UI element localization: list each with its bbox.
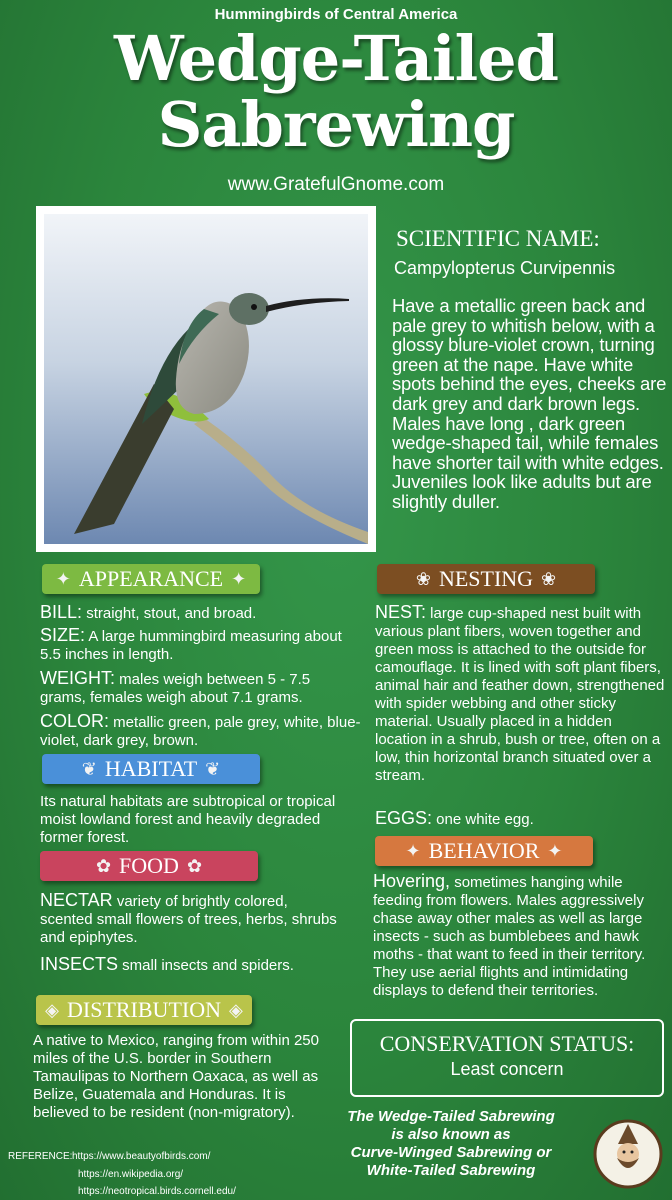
scientific-name-label: SCIENTIFIC NAME:: [396, 226, 600, 251]
aka-line-1: The Wedge-Tailed Sabrewing: [347, 1108, 555, 1125]
map-icon: ◈: [45, 999, 59, 1020]
hummingbird-icon: ✦: [405, 840, 421, 861]
appearance-banner: [42, 564, 260, 594]
color-info: [40, 712, 365, 750]
behavior-title: BEHAVIOR: [428, 838, 540, 863]
behavior-body: sometimes hanging while feeding from flowers. Males aggressively chase away other males as well as large insects - such as bumblebees and hawk moths - that want to feed in their territory. They use aerial flights and intimidating displays to defend their territories.: [373, 874, 646, 999]
eggs-text: one white egg.: [432, 811, 534, 828]
weight-info: [40, 669, 360, 707]
insects-text: small insects and spiders.: [118, 957, 294, 974]
color-text: metallic green, pale grey, white, blue-violet, dark grey, brown.: [40, 714, 361, 749]
map-icon: ◈: [229, 999, 243, 1020]
appearance-title: APPEARANCE: [78, 566, 224, 591]
series-subtitle: Hummingbirds of Central America: [214, 6, 458, 23]
title-line-1: Wedge-Tailed: [114, 22, 558, 95]
size-text: A large hummingbird measuring about 5.5 inches in length.: [40, 628, 342, 663]
bird-photo-frame: [36, 206, 376, 552]
aka-line-3: Curve-Winged Sabrewing or: [350, 1144, 552, 1161]
distribution-banner: [36, 995, 252, 1025]
food-banner: [40, 851, 258, 881]
behavior-lead: Hovering,: [373, 871, 451, 891]
hummingbird-icon: ✦: [547, 840, 563, 861]
color-label: COLOR:: [40, 711, 110, 731]
reference-link[interactable]: https://www.beautyofbirds.com/: [72, 1151, 211, 1162]
size-info: [40, 626, 360, 664]
bill-label: BILL:: [40, 602, 83, 622]
description-text: Have a metallic green back and pale grey to whitish below, with a glossy blure-violet crown, turning green at the nape. Have white spots behind the eyes, cheeks are dark grey and dark brown legs. Males have long , dark green wedge-shaped tail, while females have shorter tail with white edges. Juveniles look like adults but are slightly duller.: [392, 295, 667, 512]
conservation-value: Least concern: [450, 1059, 564, 1079]
bill-text: straight, stout, and broad.: [82, 605, 257, 622]
nectar-label: NECTAR: [40, 890, 113, 910]
insects-label: INSECTS: [40, 954, 119, 974]
hummingbird-icon: ✦: [231, 568, 247, 589]
tree-icon: ❦: [205, 758, 221, 779]
page-title: [0, 22, 672, 161]
nectar-text: variety of brightly colored, scented small flowers of trees, herbs, shrubs and epiphytes.: [40, 893, 337, 946]
nesting-banner: [377, 564, 595, 594]
weight-label: WEIGHT:: [40, 668, 115, 688]
eggs-label: EGGS:: [375, 808, 433, 828]
weight-text: males weigh between 5 - 7.5 grams, females weigh about 7.1 grams.: [40, 671, 311, 706]
nest-text: large cup-shaped nest built with various plant fibers, woven together and green moss is attached to the outside for camouflage. It is lined with soft plant fibers, animal hair and feather down, strengthened with spider webbing and other sticky material. Usually placed in a hidden location in a shrub, bush or tree, often on a low, thin horizontal branch situated over a stream.: [375, 605, 665, 784]
food-title: FOOD: [119, 853, 179, 878]
behavior-banner: [375, 836, 593, 866]
size-label: SIZE:: [40, 625, 86, 645]
tree-icon: ❦: [81, 758, 97, 779]
habitat-text: Its natural habitats are subtropical or tropical moist lowland forest and heavily degraded former forest.: [40, 793, 336, 846]
website-link[interactable]: www.GratefulGnome.com: [227, 174, 445, 195]
aka-line-4: White-Tailed Sabrewing: [366, 1162, 536, 1179]
habitat-title: HABITAT: [104, 756, 198, 781]
aka-line-2: is also known as: [391, 1126, 511, 1143]
conservation-status-box: [350, 1019, 664, 1097]
title-line-2: Sabrewing: [157, 88, 515, 161]
also-known-as: [308, 1108, 594, 1180]
insects-info: [40, 955, 340, 975]
scientific-name: Campylopterus Curvipennis: [394, 258, 616, 278]
bird-photo: [44, 214, 368, 544]
conservation-label: CONSERVATION STATUS:: [379, 1031, 635, 1056]
nectar-info: [40, 891, 340, 947]
nest-rose-icon: ❀: [541, 568, 557, 589]
hummingbird-icon: ✦: [55, 568, 71, 589]
distribution-title: DISTRIBUTION: [67, 997, 221, 1022]
distribution-text: A native to Mexico, ranging from within 250 miles of the U.S. border in Southern Tamaulipas to Northern Oaxaca, as well as Belize, Guatemala and Honduras. It is believed to be resident (non-migratory).: [33, 1032, 319, 1121]
nest-rose-icon: ❀: [415, 568, 431, 589]
nest-info: [375, 603, 665, 785]
flower-icon: ✿: [186, 855, 203, 876]
habitat-banner: [42, 754, 260, 784]
reference-link[interactable]: https://en.wikipedia.org/: [78, 1169, 184, 1180]
bill-info: [40, 603, 360, 623]
flower-icon: ✿: [95, 855, 112, 876]
reference-label: REFERENCE:: [8, 1151, 73, 1162]
grateful-gnome-logo: [592, 1114, 664, 1194]
behavior-text: [373, 872, 665, 1000]
nesting-title: NESTING: [438, 566, 534, 591]
reference-link[interactable]: https://neotropical.birds.cornell.edu/: [78, 1186, 236, 1197]
nest-label: NEST:: [375, 602, 427, 622]
eggs-info: [375, 809, 665, 829]
